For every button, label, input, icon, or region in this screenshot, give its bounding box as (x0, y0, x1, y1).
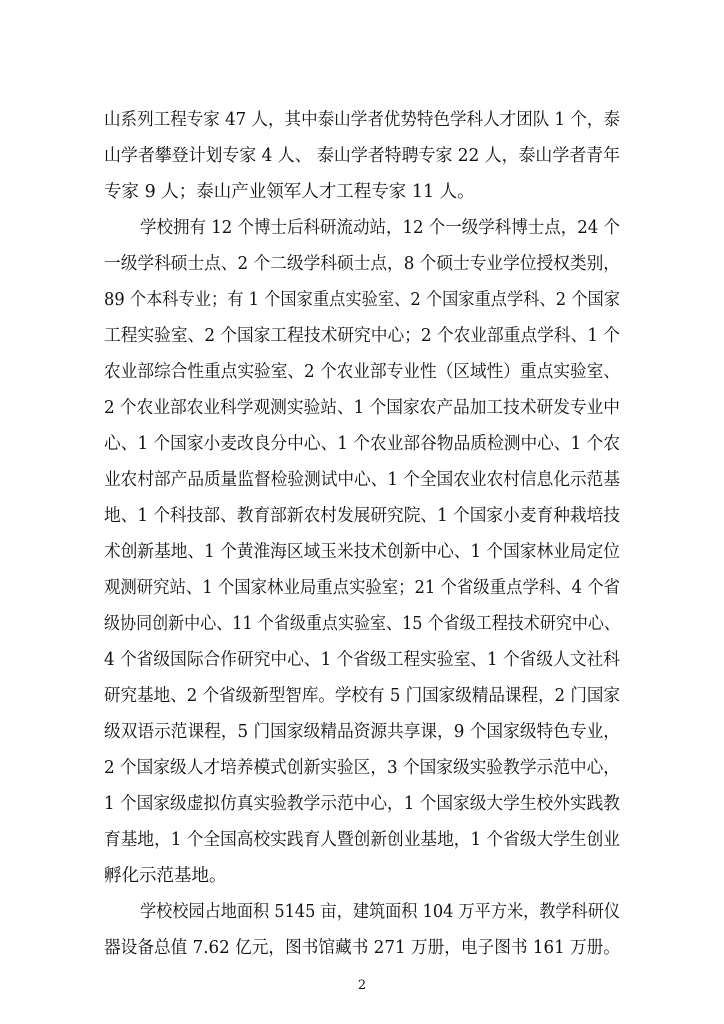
text-line: 级协同创新中心、11 个省级重点实验室、15 个省级工程技术研究中心、 (104, 614, 620, 634)
text-line: 山学者攀登计划专家 4 人、 泰山学者特聘专家 22 人，泰山学者青年 (104, 146, 620, 166)
text-line: 学校校园占地面积 5145 亩，建筑面积 104 万平方米，教学科研仪 (140, 902, 620, 922)
text-line: 1 个国家级虚拟仿真实验教学示范中心，1 个国家级大学生校外实践教 (104, 794, 620, 814)
text-line: 工程实验室、2 个国家工程技术研究中心；2 个农业部重点学科、1 个 (104, 326, 620, 346)
text-line: 器设备总值 7.62 亿元，图书馆藏书 271 万册，电子图书 161 万册。 (104, 938, 620, 958)
text-line: 术创新基地、1 个黄淮海区域玉米技术创新中心、1 个国家林业局定位 (104, 542, 620, 562)
text-line: 地、1 个科技部、教育部新农村发展研究院、1 个国家小麦育种栽培技 (104, 506, 620, 526)
text-line: 89 个本科专业；有 1 个国家重点实验室、2 个国家重点学科、2 个国家 (104, 290, 620, 310)
text-line: 一级学科硕士点、2 个二级学科硕士点，8 个硕士专业学位授权类别， (104, 254, 620, 274)
text-line: 研究基地、2 个省级新型智库。学校有 5 门国家级精品课程，2 门国家 (104, 686, 620, 706)
text-line: 山系列工程专家 47 人，其中泰山学者优势特色学科人才团队 1 个，泰 (104, 110, 620, 130)
text-line: 4 个省级国际合作研究中心、1 个省级工程实验室、1 个省级人文社科 (104, 650, 620, 670)
text-line: 2 个国家级人才培养模式创新实验区，3 个国家级实验教学示范中心， (104, 758, 620, 778)
page-number: 2 (357, 978, 367, 993)
text-line: 心、1 个国家小麦改良分中心、1 个农业部谷物品质检测中心、1 个农 (104, 434, 620, 454)
text-line: 孵化示范基地。 (104, 866, 227, 886)
text-line: 学校拥有 12 个博士后科研流动站，12 个一级学科博士点，24 个 (140, 218, 620, 238)
text-line: 级双语示范课程，5 门国家级精品资源共享课，9 个国家级特色专业， (104, 722, 620, 742)
text-line: 业农村部产品质量监督检验测试中心、1 个全国农业农村信息化示范基 (104, 470, 620, 490)
text-line: 育基地，1 个全国高校实践育人暨创新创业基地，1 个省级大学生创业 (104, 830, 620, 850)
text-line: 观测研究站、1 个国家林业局重点实验室；21 个省级重点学科、4 个省 (104, 578, 620, 598)
text-line: 农业部综合性重点实验室、2 个农业部专业性（区域性）重点实验室、 (104, 362, 620, 382)
text-line: 2 个农业部农业科学观测实验站、1 个国家农产品加工技术研发专业中 (104, 398, 620, 418)
text-line: 专家 9 人；泰山产业领军人才工程专家 11 人。 (104, 182, 475, 202)
